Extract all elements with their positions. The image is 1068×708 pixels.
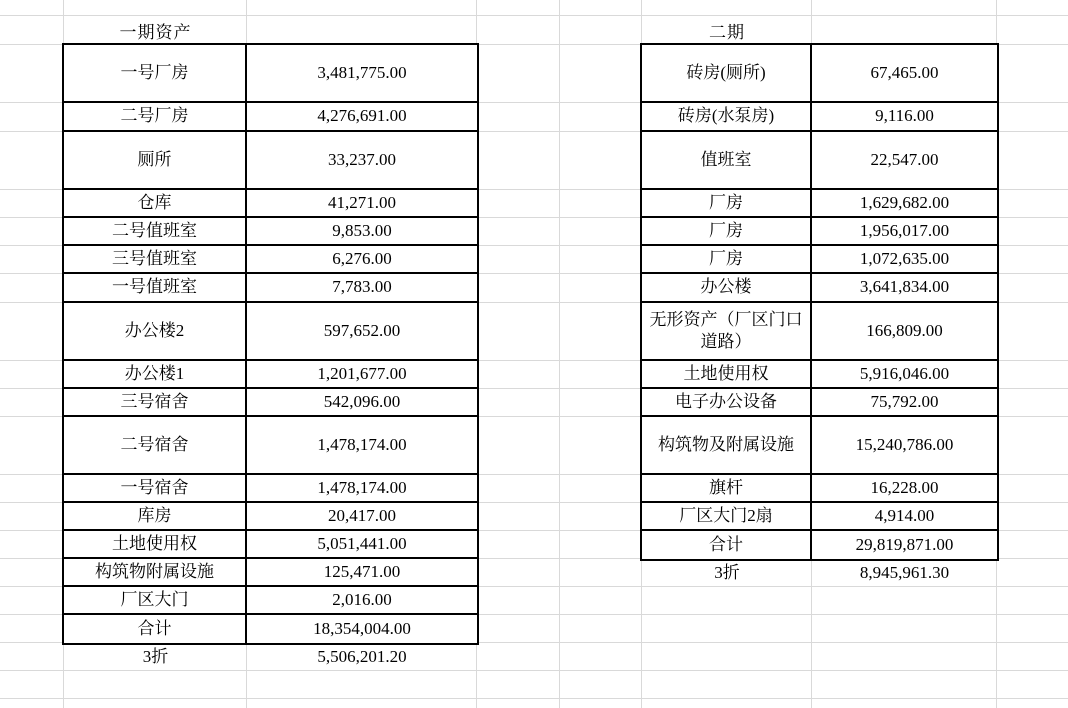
asset-name-cell[interactable]: 三号宿舍 [64,389,247,415]
phase2-discount-row [642,559,997,587]
asset-value-cell[interactable]: 2,016.00 [332,589,392,609]
asset-name-cell[interactable]: 无形资产（厂区门口道路） [642,303,812,359]
asset-name-cell[interactable]: 构筑物及附属设施 [642,417,812,473]
asset-name-cell[interactable]: 旗杆 [642,475,812,501]
phase2-header-cell[interactable]: 二期 [709,23,745,42]
table-row [64,45,477,103]
phase1-asset-table [62,43,479,645]
gridline-horizontal [0,698,1068,699]
asset-name-cell[interactable]: 一号宿舍 [64,475,247,501]
asset-value-cell[interactable]: 5,506,201.20 [317,646,407,666]
table-row [64,531,477,559]
table-row [64,361,477,389]
asset-value-cell[interactable]: 166,809.00 [866,320,943,340]
table-row [642,45,997,103]
table-row [64,643,477,671]
table-row [64,615,477,643]
table-row [64,218,477,246]
asset-value-cell[interactable]: 7,783.00 [332,277,392,297]
asset-name-cell[interactable]: 值班室 [642,132,812,188]
table-row [642,417,997,475]
asset-value-cell[interactable]: 9,116.00 [875,106,934,126]
asset-value-cell[interactable]: 18,354,004.00 [313,618,411,638]
asset-name-cell[interactable]: 厂房 [642,190,812,216]
phase1-header-cell[interactable]: 一期资产 [119,23,192,42]
asset-name-cell[interactable]: 合计 [642,531,812,559]
table-row [64,559,477,587]
asset-value-cell[interactable]: 3,641,834.00 [859,277,950,297]
asset-name-cell[interactable]: 办公楼 [642,274,812,301]
asset-name-cell[interactable]: 3折 [142,646,169,666]
asset-value-cell[interactable]: 22,547.00 [870,149,939,169]
table-row [642,190,997,218]
asset-name-cell[interactable]: 一号厂房 [64,45,247,101]
asset-value-cell[interactable]: 125,471.00 [323,561,401,581]
asset-name-cell[interactable]: 仓库 [64,190,247,216]
asset-name-cell[interactable]: 3折 [714,562,740,582]
gridline-vertical [559,0,560,708]
asset-value-cell[interactable]: 597,652.00 [323,320,401,340]
asset-name-cell[interactable]: 厂房 [642,218,812,244]
asset-name-cell[interactable]: 土地使用权 [642,361,812,387]
asset-name-cell[interactable]: 构筑物附属设施 [64,559,247,585]
asset-value-cell[interactable]: 6,276.00 [332,248,392,268]
asset-name-cell[interactable]: 厂区大门 [64,587,247,613]
asset-value-cell[interactable]: 75,792.00 [870,391,939,411]
asset-name-cell[interactable]: 二号厂房 [64,103,247,130]
asset-value-cell[interactable]: 33,237.00 [328,149,396,169]
asset-value-cell[interactable]: 4,276,691.00 [317,106,407,126]
asset-value-cell[interactable]: 29,819,871.00 [855,534,954,554]
asset-value-cell[interactable]: 20,417.00 [328,505,396,525]
phase1-discount-row [64,643,477,671]
table-row [64,246,477,274]
table-row [64,587,477,615]
asset-name-cell[interactable]: 二号值班室 [64,218,247,244]
asset-value-cell[interactable]: 1,956,017.00 [859,220,950,240]
asset-value-cell[interactable]: 1,201,677.00 [317,363,407,383]
asset-name-cell[interactable]: 土地使用权 [64,531,247,557]
table-row [64,417,477,475]
asset-value-cell[interactable]: 1,478,174.00 [317,434,407,454]
table-row [642,303,997,361]
asset-value-cell[interactable]: 15,240,786.00 [855,434,954,454]
asset-value-cell[interactable]: 67,465.00 [870,62,939,82]
table-row [64,132,477,190]
asset-value-cell[interactable]: 9,853.00 [332,220,392,240]
asset-name-cell[interactable]: 二号宿舍 [64,417,247,473]
asset-value-cell[interactable]: 1,629,682.00 [859,192,950,212]
asset-value-cell[interactable]: 1,072,635.00 [859,248,950,268]
asset-name-cell[interactable]: 厂区大门2扇 [642,503,812,529]
asset-name-cell[interactable]: 办公楼1 [64,361,247,387]
asset-name-cell[interactable]: 砖房(厕所) [642,45,812,101]
asset-name-cell[interactable]: 厂房 [642,246,812,272]
table-row [642,361,997,389]
table-row [642,531,997,559]
table-row [64,475,477,503]
asset-name-cell[interactable]: 一号值班室 [64,274,247,301]
asset-value-cell[interactable]: 16,228.00 [870,477,939,497]
table-row [642,218,997,246]
table-row [64,303,477,361]
table-row [642,132,997,190]
asset-name-cell[interactable]: 砖房(水泵房) [642,103,812,130]
table-row [642,503,997,531]
asset-value-cell[interactable]: 8,945,961.30 [859,562,950,582]
asset-value-cell[interactable]: 1,478,174.00 [317,477,407,497]
table-row [64,190,477,218]
asset-value-cell[interactable]: 5,916,046.00 [859,363,950,383]
asset-value-cell[interactable]: 4,914.00 [874,505,935,525]
table-row [64,389,477,417]
table-row [642,103,997,132]
asset-value-cell[interactable]: 41,271.00 [328,192,396,212]
asset-name-cell[interactable]: 合计 [64,615,247,643]
table-row [64,103,477,132]
table-row [642,475,997,503]
table-row [64,503,477,531]
asset-name-cell[interactable]: 库房 [64,503,247,529]
asset-name-cell[interactable]: 电子办公设备 [642,389,812,415]
table-row [642,274,997,303]
asset-name-cell[interactable]: 厕所 [64,132,247,188]
phase2-asset-table [640,43,999,561]
table-row [64,274,477,303]
asset-value-cell[interactable]: 3,481,775.00 [317,62,407,82]
asset-value-cell[interactable]: 542,096.00 [323,391,401,411]
table-row [642,389,997,417]
asset-name-cell[interactable]: 办公楼2 [64,303,247,359]
table-row [642,559,997,587]
table-row [642,246,997,274]
asset-name-cell[interactable]: 三号值班室 [64,246,247,272]
asset-value-cell[interactable]: 5,051,441.00 [317,533,407,553]
